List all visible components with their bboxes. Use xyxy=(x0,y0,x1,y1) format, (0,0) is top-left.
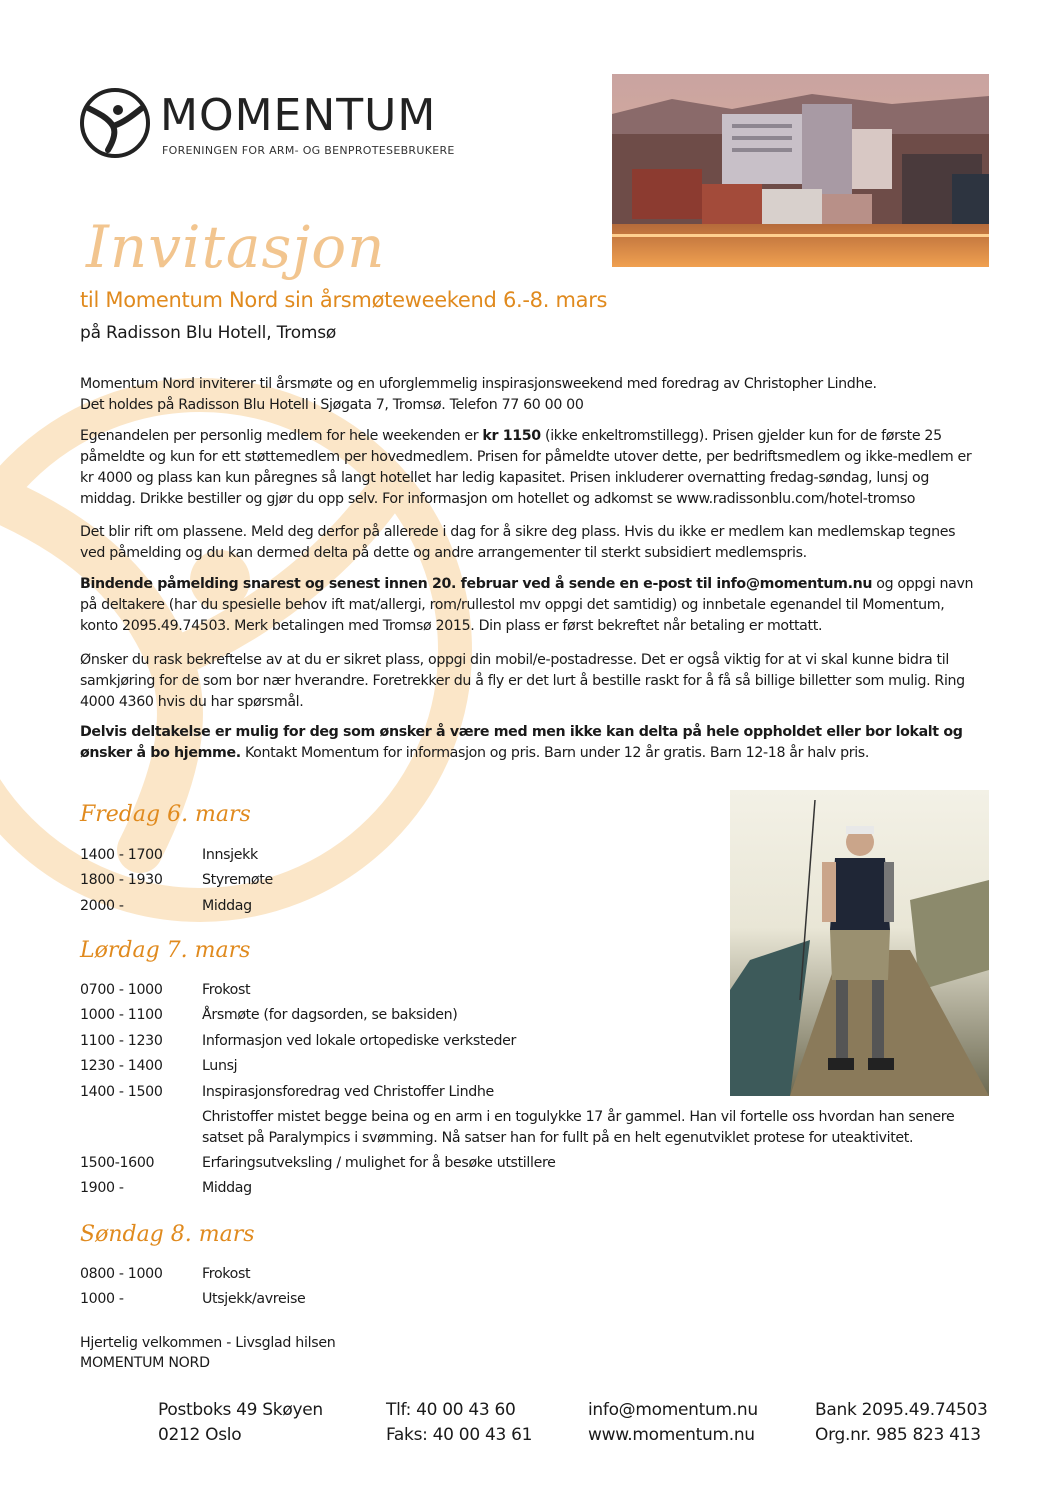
christoffer-lindhe-photo xyxy=(730,790,989,1096)
schedule-time: 1230 - 1400 xyxy=(80,1058,163,1075)
saturday-schedule xyxy=(80,977,720,1105)
schedule-time: 0800 - 1000 xyxy=(80,1265,163,1282)
sunday-schedule xyxy=(80,1261,720,1312)
schedule-time: 1800 - 1930 xyxy=(80,872,163,889)
schedule-row xyxy=(80,1054,720,1080)
schedule-activity: Styremøte xyxy=(202,872,273,889)
price-amount: kr 1150 xyxy=(482,428,541,444)
schedule-time: 1400 - 1700 xyxy=(80,846,163,863)
footer-address-line-1: Postboks 49 Skøyen xyxy=(158,1400,323,1420)
intro-line-1: Momentum Nord inviterer til årsmøte og en uforglemmelig inspirasjonsweekend med foredrag av Christopher Lindhe. xyxy=(80,376,877,392)
schedule-activity: Informasjon ved lokale ortopediske verksteder xyxy=(202,1032,517,1049)
tromso-city-photo xyxy=(612,74,989,267)
footer-telephone: Tlf: 40 00 43 60 xyxy=(386,1400,516,1420)
footer-contact xyxy=(588,1398,758,1448)
schedule-row xyxy=(80,1028,720,1054)
registration-deadline: Bindende påmelding snarest og senest innen 20. februar ved å sende en e-post til info@momentum.nu xyxy=(80,576,873,592)
speaker-note: Christoffer mistet begge beina og en arm i en togulykke 17 år gammel. Han vil fortelle oss hvordan han senere satset på Paralympics i svømming. Nå satser han for fullt på en helt egenutviklet protese for uteaktivitet. xyxy=(202,1109,955,1146)
invitation-script-title: Invitasjon xyxy=(86,213,386,281)
schedule-row xyxy=(80,842,720,868)
schedule-time: 1900 - xyxy=(80,1180,124,1197)
footer-website-link[interactable]: www.momentum.nu xyxy=(588,1425,755,1445)
schedule-activity: Lunsj xyxy=(202,1058,238,1075)
schedule-activity: Frokost xyxy=(202,981,251,998)
registration-paragraph xyxy=(80,574,980,637)
saturday-title: Lørdag 7. mars xyxy=(80,938,251,963)
schedule-row xyxy=(80,1176,720,1202)
schedule-row xyxy=(80,1003,720,1029)
friday-title: Fredag 6. mars xyxy=(80,802,251,827)
footer-address xyxy=(158,1398,323,1448)
friday-schedule xyxy=(80,842,720,919)
schedule-row xyxy=(80,1261,720,1287)
schedule-time: 0700 - 1000 xyxy=(80,981,163,998)
schedule-activity: Innsjekk xyxy=(202,846,258,863)
momentum-logo xyxy=(78,86,478,166)
schedule-row xyxy=(80,1287,720,1313)
partial-participation-bold: Delvis deltakelse er mulig for deg som ønsker å være med men ikke kan delta på hele oppholdet eller bor lokalt og ønsker å bo hjemme. xyxy=(80,724,963,761)
intro-paragraph xyxy=(80,374,980,416)
page-title: til Momentum Nord sin årsmøteweekend 6.-8. mars xyxy=(80,288,608,312)
partial-participation-details: Kontakt Momentum for informasjon og pris. Barn under 12 år gratis. Barn 12-18 år halv pris. xyxy=(240,745,869,761)
schedule-time: 1000 - xyxy=(80,1291,124,1308)
schedule-row xyxy=(80,1079,720,1105)
sunday-title: Søndag 8. mars xyxy=(80,1222,255,1247)
schedule-row xyxy=(80,977,720,1003)
price-text-a: Egenandelen per personlig medlem for hele weekenden er xyxy=(80,428,483,444)
schedule-time: 1500-1600 xyxy=(80,1154,155,1171)
footer-email-link[interactable]: info@momentum.nu xyxy=(588,1400,758,1420)
schedule-time: 2000 - xyxy=(80,897,124,914)
signoff-greeting: Hjertelig velkommen - Livsglad hilsen xyxy=(80,1335,336,1351)
schedule-activity: Frokost xyxy=(202,1265,251,1282)
momentum-logo-icon xyxy=(78,86,152,160)
footer-org-number: Org.nr. 985 823 413 xyxy=(815,1425,981,1445)
signoff-sender: MOMENTUM NORD xyxy=(80,1355,210,1371)
footer-address-line-2: 0212 Oslo xyxy=(158,1425,242,1445)
schedule-time: 1400 - 1500 xyxy=(80,1083,163,1100)
partial-participation-paragraph xyxy=(80,722,980,764)
footer-bank-account: Bank 2095.49.74503 xyxy=(815,1400,988,1420)
signoff xyxy=(80,1333,336,1373)
footer-phone xyxy=(386,1398,532,1448)
intro-line-2: Det holdes på Radisson Blu Hotell i Sjøgata 7, Tromsø. Telefon 77 60 00 00 xyxy=(80,397,584,413)
price-text-c: (ikke enkeltromstillegg). Prisen gjelder kun for de første 25 påmeldte og kun for ett støttemedlem per hovedmedlem. Prisen for påmeldte utover dette, per bedriftsmedlem og ikke-medlem er kr 4000 og plass kan kun påregnes så langt hotellet har ledig kapasitet. Prisen inkluderer overnatting fredag-søndag, lunsj og middag. Drikke bestiller og gjør du opp selv. For informasjon om hotellet og adkomst se www.radissonblu.com/hotel-tromso xyxy=(80,428,972,507)
saturday-schedule-continued xyxy=(80,1150,720,1201)
schedule-activity: Middag xyxy=(202,1180,252,1197)
signup-paragraph: Det blir rift om plassene. Meld deg derfor på allerede i dag for å sikre deg plass. Hvis du ikke er medlem kan medlemskap tegnes ved påmelding og du kan dermed delta på dette og andre arrangementer til sterkt subsidiert medlemspris. xyxy=(80,524,956,561)
page-subtitle: på Radisson Blu Hotell, Tromsø xyxy=(80,323,337,343)
schedule-activity: Årsmøte (for dagsorden, se baksiden) xyxy=(202,1007,458,1024)
schedule-time: 1000 - 1100 xyxy=(80,1007,163,1024)
price-paragraph xyxy=(80,426,980,510)
schedule-row xyxy=(80,893,720,919)
schedule-time: 1100 - 1230 xyxy=(80,1032,163,1049)
registration-details: og oppgi navn på deltakere (har du spesielle behov ift mat/allergi, rom/rullestol mv oppgi det samtidig) og innbetale egenandel til Momentum, konto 2095.49.74503. Merk betalingen med Tromsø 2015. Din plass er først bekreftet når betaling er mottatt. xyxy=(80,576,974,634)
confirmation-paragraph: Ønsker du rask bekreftelse av at du er sikret plass, oppgi din mobil/e-postadresse. Det er også viktig for at vi skal kunne bidra til samkjøring for de som bor nær hverandre. Foretrekker du å fly er det lurt å bestille raskt for å få så billige billetter som mulig. Ring 4000 4360 hvis du har spørsmål. xyxy=(80,652,965,710)
schedule-activity: Inspirasjonsforedrag ved Christoffer Lindhe xyxy=(202,1083,494,1100)
footer-bank xyxy=(815,1398,988,1448)
schedule-activity: Erfaringsutveksling / mulighet for å besøke utstillere xyxy=(202,1154,556,1171)
schedule-activity: Middag xyxy=(202,897,252,914)
logo-subtitle: FORENINGEN FOR ARM- OG BENPROTESEBRUKERE xyxy=(162,144,455,157)
schedule-activity: Utsjekk/avreise xyxy=(202,1291,306,1308)
logo-name: MOMENTUM xyxy=(160,90,437,141)
footer-fax: Faks: 40 00 43 61 xyxy=(386,1425,533,1445)
schedule-row xyxy=(80,1150,720,1176)
schedule-row xyxy=(80,868,720,894)
